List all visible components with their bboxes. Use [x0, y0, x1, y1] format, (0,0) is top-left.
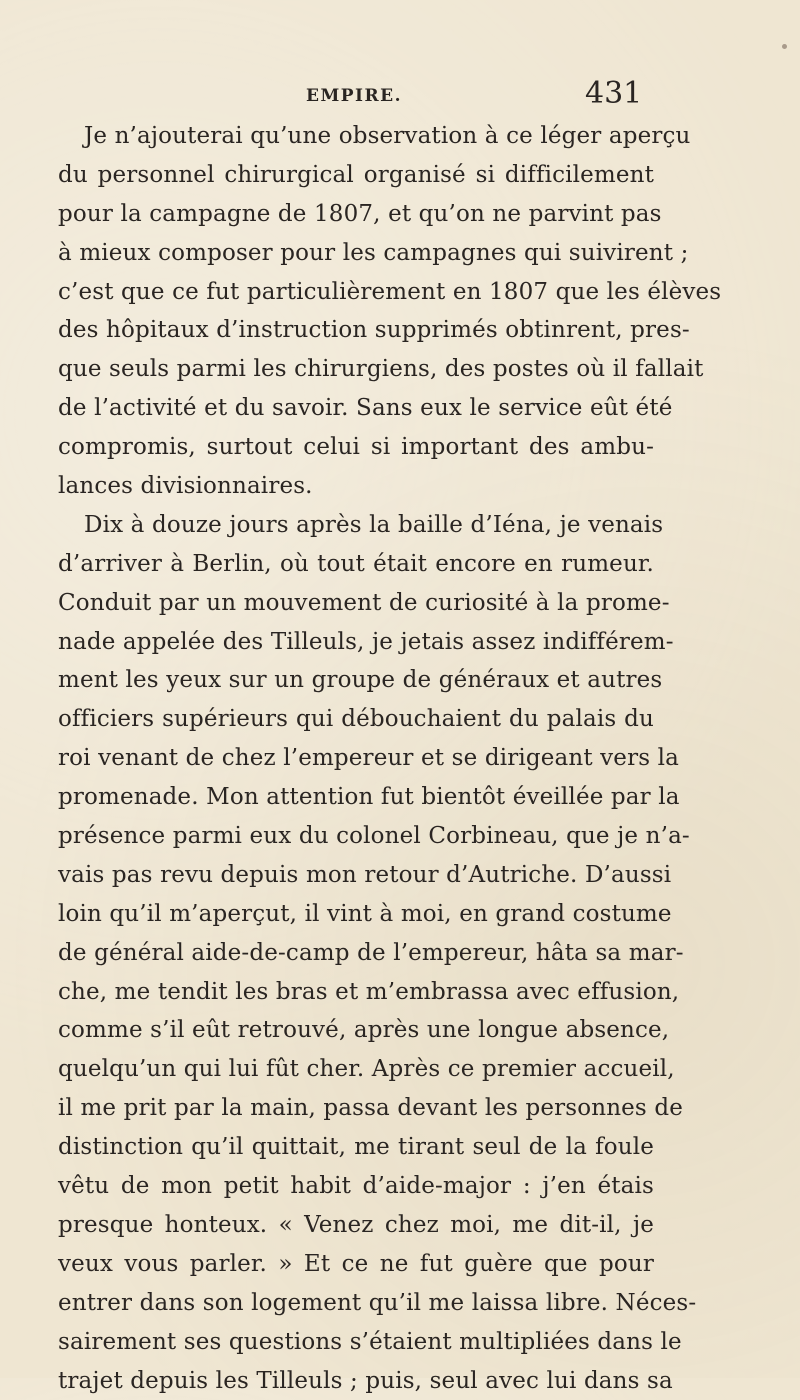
text-line: ment les yeux sur un groupe de généraux et autres [58, 661, 654, 700]
text-line: de l’activité et du savoir. Sans eux le service eût été [58, 389, 654, 428]
text-line: il me prit par la main, passa devant les personnes de [58, 1089, 654, 1128]
text-line: de général aide-de-camp de l’empereur, hâta sa mar- [58, 934, 654, 973]
text-line: Dix à douze jours après la baille d’Iéna, je venais [58, 506, 654, 545]
page-number: 431 [585, 76, 642, 111]
text-line: Je n’ajouterai qu’une observation à ce léger aperçu [58, 117, 654, 156]
text-line: présence parmi eux du colonel Corbineau, que je n’a- [58, 817, 654, 856]
text-line: distinction qu’il quittait, me tirant seul de la foule [58, 1128, 654, 1167]
text-line: vais pas revu depuis mon retour d’Autriche. D’aussi [58, 856, 654, 895]
text-line: comme s’il eût retrouvé, après une longue absence, [58, 1011, 654, 1050]
page-header [0, 74, 800, 114]
text-line: à mieux composer pour les campagnes qui suivirent ; [58, 234, 654, 273]
text-line: officiers supérieurs qui débouchaient du palais du [58, 700, 654, 739]
text-line: presque honteux. « Venez chez moi, me dit-il, je [58, 1206, 654, 1245]
text-line: roi venant de chez l’empereur et se dirigeant vers la [58, 739, 654, 778]
text-line: loin qu’il m’aperçut, il vint à moi, en grand costume [58, 895, 654, 934]
running-head: EMPIRE. [306, 86, 402, 106]
text-line: d’arriver à Berlin, où tout était encore en rumeur. [58, 545, 654, 584]
text-line: trajet depuis les Tilleuls ; puis, seul avec lui dans sa [58, 1362, 654, 1400]
text-line: des hôpitaux d’instruction supprimés obtinrent, pres- [58, 311, 654, 350]
text-line: Conduit par un mouvement de curiosité à la prome- [58, 584, 654, 623]
text-line: quelqu’un qui lui fût cher. Après ce premier accueil, [58, 1050, 654, 1089]
text-line: que seuls parmi les chirurgiens, des postes où il fallait [58, 350, 654, 389]
paper-speck [782, 44, 787, 49]
text-line: c’est que ce fut particulièrement en 1807 que les élèves [58, 273, 654, 312]
text-line: che, me tendit les bras et m’embrassa avec effusion, [58, 973, 654, 1012]
text-line: pour la campagne de 1807, et qu’on ne parvint pas [58, 195, 654, 234]
text-line: vêtu de mon petit habit d’aide-major : j’en étais [58, 1167, 654, 1206]
text-line: compromis, surtout celui si important des ambu- [58, 428, 654, 467]
body-text [58, 117, 654, 1400]
text-line: entrer dans son logement qu’il me laissa libre. Néces- [58, 1284, 654, 1323]
text-line: du personnel chirurgical organisé si difficilement [58, 156, 654, 195]
text-line: nade appelée des Tilleuls, je jetais assez indifférem- [58, 623, 654, 662]
text-line: promenade. Mon attention fut bientôt éveillée par la [58, 778, 654, 817]
text-line: sairement ses questions s’étaient multipliées dans le [58, 1323, 654, 1362]
text-line: veux vous parler. » Et ce ne fut guère que pour [58, 1245, 654, 1284]
text-line: lances divisionnaires. [58, 467, 654, 506]
